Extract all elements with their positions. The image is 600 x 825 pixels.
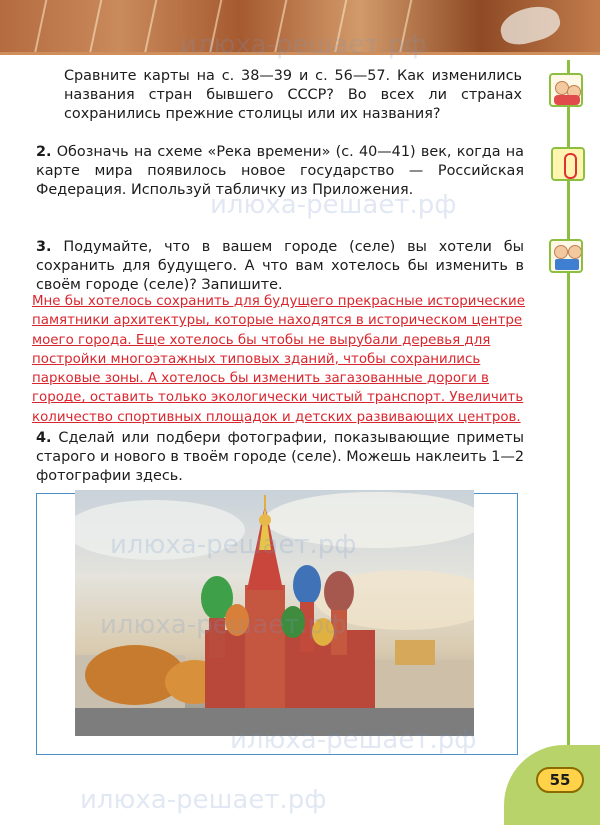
handwritten-answer [32, 292, 572, 427]
answer-line: памятники архитектуры, которые находятся в историческом центре [32, 313, 523, 329]
answer-line: городе, оставить только экологически чистый транспорт. Увеличить [32, 390, 524, 406]
task-4-number: 4. [36, 430, 52, 446]
task-intro-text: Сравните карты на с. 38—39 и с. 56—57. Как изменились названия стран бывшего СССР? Во всех ли странах сохранились прежние столицы или их названия? [64, 68, 522, 122]
answer-line: моего города. Еще хотелось бы чтобы не вырубали деревья для [32, 332, 491, 348]
answer-line: парковые зоны. А хотелось бы изменить загазованные дороги в [32, 371, 489, 387]
cathedral-photo [75, 490, 474, 736]
header-divider [0, 52, 600, 55]
family-reading-icon [549, 239, 583, 273]
answer-line: Мне бы хотелось сохранить для будущего прекрасные исторические [32, 294, 526, 309]
watermark: илюха-решает.рф [230, 725, 477, 755]
task-4-text: Сделай или подбери фотографии, показывающие приметы старого и нового в твоём городе (селе). Можешь наклеить 1—2 фотографии здесь. [36, 430, 525, 484]
page-number: 55 [536, 767, 584, 793]
watermark: илюха-решает.рф [110, 530, 357, 560]
task-3-number: 3. [36, 239, 52, 255]
header-banner [0, 0, 600, 52]
watermark: илюха-решает.рф [180, 30, 427, 60]
task-intro [64, 67, 522, 124]
task-4 [36, 429, 524, 486]
task-2-number: 2. [36, 144, 52, 160]
paperclip-icon [551, 147, 585, 181]
task-3 [36, 238, 524, 295]
watermark: илюха-решает.рф [80, 785, 327, 815]
answer-line: количество спортивных площадок и детских развивающих центров. [32, 409, 521, 425]
answer-line: постройки многоэтажных типовых зданий, чтобы сохранились [32, 351, 481, 367]
task-2 [36, 143, 524, 200]
bird-illustration [497, 1, 564, 49]
task-2-text: Обозначь на схеме «Река времени» (с. 40—41) век, когда на карте мира появилось новое государство — Российская Федерация. Используй табличку из Приложения. [36, 144, 524, 198]
watermark: илюха-решает.рф [210, 190, 457, 220]
watermark: илюха-решает.рф [100, 610, 347, 640]
task-3-text: Подумайте, что в вашем городе (селе) вы хотели бы сохранить для будущего. А что вам хотелось бы изменить в своём городе (селе)? Запишите. [36, 239, 525, 293]
friends-icon [549, 73, 583, 107]
